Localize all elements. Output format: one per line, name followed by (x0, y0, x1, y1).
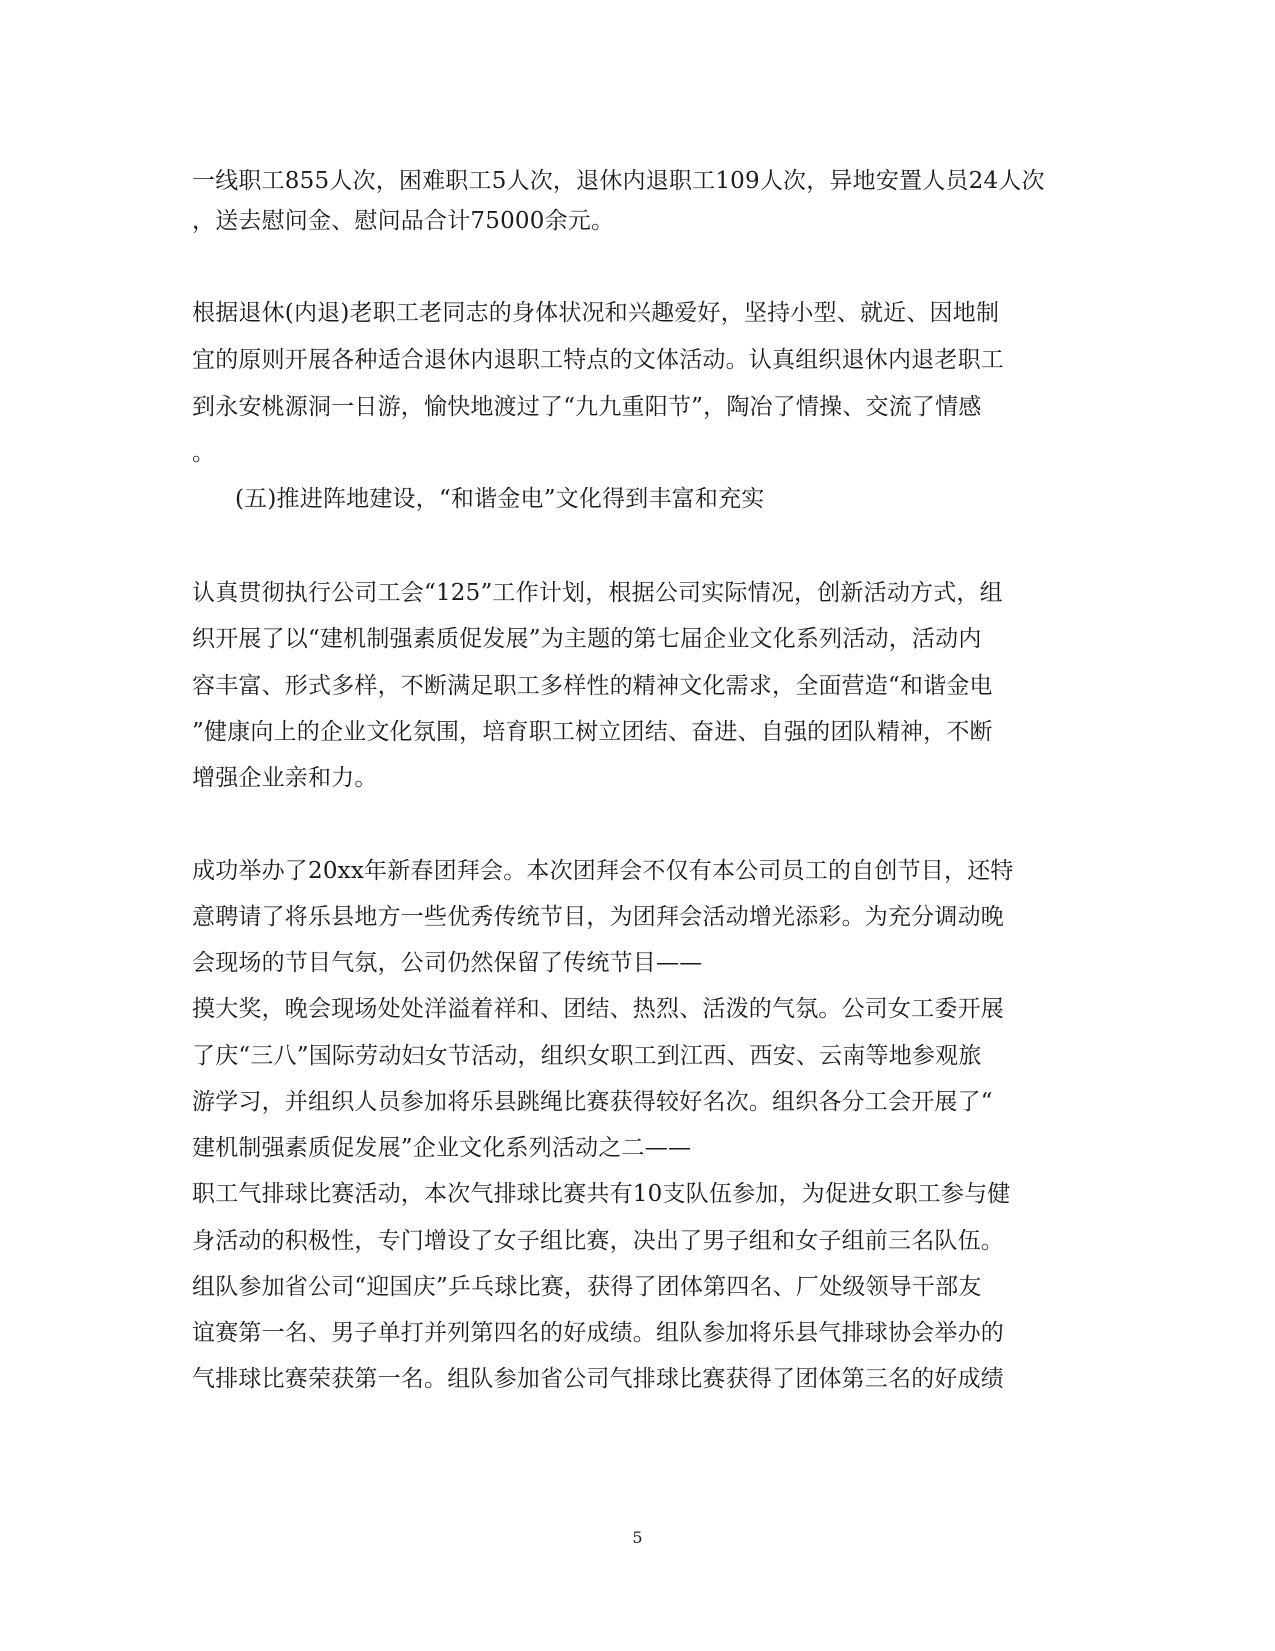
section-heading: (五)推进阵地建设，“和谐金电”文化得到丰富和充实 (235, 486, 765, 512)
page-number: 5 (632, 1528, 643, 1547)
text-line: 建机制强素质促发展”企业文化系列活动之二—— (192, 1135, 692, 1161)
text-line: 谊赛第一名、男子单打并列第四名的好成绩。组队参加将乐县气排球协会举办的 (192, 1320, 1004, 1346)
text-line: 组队参加省公司“迎国庆”乒乓球比赛，获得了团体第四名、厂处级领导干部友 (192, 1274, 982, 1300)
text-line: 了庆“三八”国际劳动妇女节活动，组织女职工到江西、西安、云南等地参观旅 (192, 1043, 982, 1069)
text-line: 认真贯彻执行公司工会“125”工作计划，根据公司实际情况，创新活动方式，组 (192, 580, 1003, 606)
text-line: 气排球比赛荣获第一名。组队参加省公司气排球比赛获得了团体第三名的好成绩 (192, 1366, 1004, 1392)
text-line: 身活动的积极性，专门增设了女子组比赛，决出了男子组和女子组前三名队伍。 (192, 1228, 1004, 1254)
text-line: 宜的原则开展各种适合退休内退职工特点的文体活动。认真组织退休内退老职工 (192, 347, 1004, 373)
text-line: 成功举办了20xx年新春团拜会。本次团拜会不仅有本公司员工的自创节目，还特 (192, 858, 1014, 884)
text-line: 织开展了以“建机制强素质促发展”为主题的第七届企业文化系列活动，活动内 (192, 626, 982, 652)
text-line: 意聘请了将乐县地方一些优秀传统节目，为团拜会活动增光添彩。为充分调动晚 (192, 904, 1004, 930)
text-line: 游学习，并组织人员参加将乐县跳绳比赛获得较好名次。组织各分工会开展了“ (192, 1089, 993, 1115)
text-line: 容丰富、形式多样，不断满足职工多样性的精神文化需求，全面营造“和谐金电 (192, 673, 993, 699)
text-line: 摸大奖，晚会现场处处洋溢着祥和、团结、热烈、活泼的气氛。公司女工委开展 (192, 996, 1004, 1022)
text-line: 一线职工855人次，困难职工5人次，退休内退职工109人次，异地安置人员24人次 (192, 168, 1045, 194)
text-line: ”健康向上的企业文化氛围，培育职工树立团结、奋进、自强的团队精神，不断 (192, 719, 993, 745)
text-line: ，送去慰问金、慰问品合计75000余元。 (192, 208, 615, 234)
text-line: 。 (192, 440, 216, 466)
text-line: 职工气排球比赛活动，本次气排球比赛共有10支队伍参加，为促进女职工参与健 (192, 1181, 1011, 1207)
text-line: 到永安桃源洞一日游，愉快地渡过了“九九重阳节”，陶冶了情操、交流了情感 (192, 394, 982, 420)
text-line: 增强企业亲和力。 (192, 765, 378, 791)
text-line: 会现场的节目气氛，公司仍然保留了传统节目—— (192, 950, 703, 976)
text-line: 根据退休(内退)老职工老同志的身体状况和兴趣爱好，坚持小型、就近、因地制 (192, 300, 1000, 326)
